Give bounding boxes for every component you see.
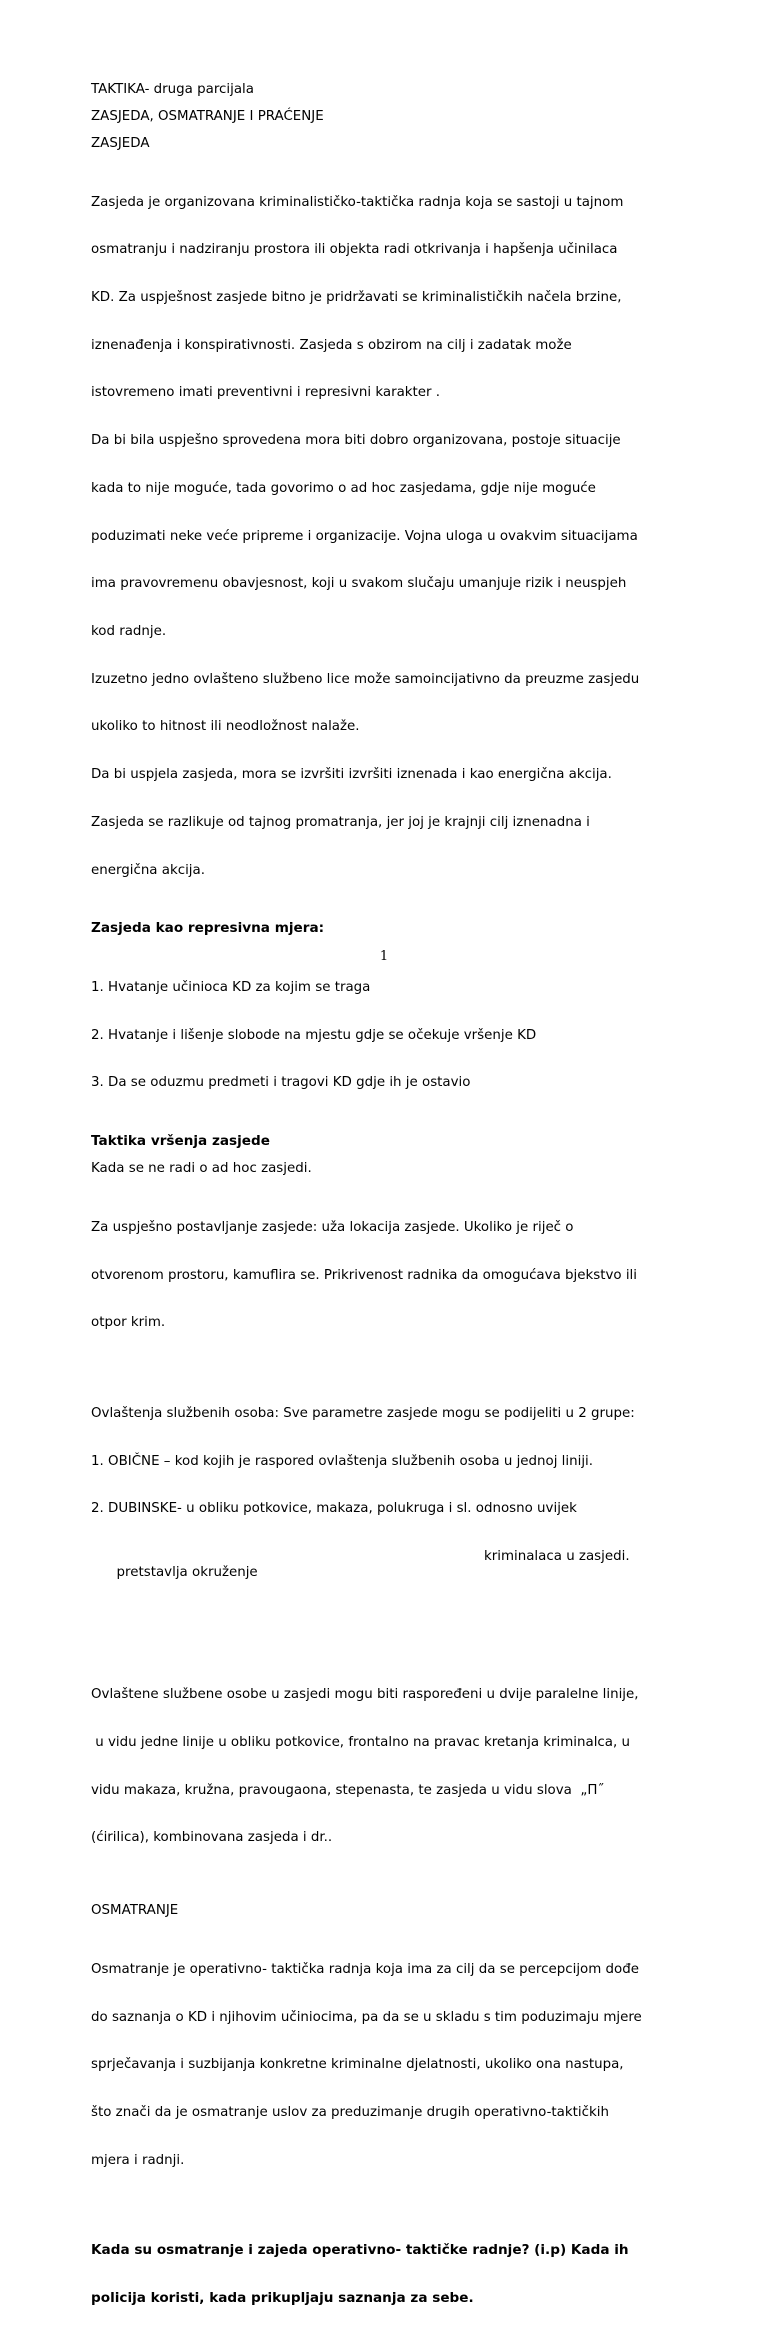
page-number: 1 (379, 949, 389, 964)
section-heading-osmatranje: OSMATRANJE (91, 1903, 179, 1919)
text-line: Izuzetno jedno ovlašteno službeno lice može samoincijativno da preuzme zasjedu (91, 671, 640, 687)
text-line: što znači da je osmatranje uslov za preduzimanje drugih operativno-taktičkih (91, 2104, 609, 2120)
heading-represivna-mjera: Zasjeda kao represivna mjera: (91, 920, 325, 937)
text-line: istovremeno imati preventivni i represivni karakter . (91, 385, 441, 401)
section-heading-zasjeda: ZASJEDA (91, 135, 150, 151)
text-line (91, 1549, 691, 1613)
text-line: Za uspješno postavljanje zasjede: uža lokacija zasjede. Ukoliko je riječ o (91, 1219, 574, 1235)
text-line: otvorenom prostoru, kamuflira se. Prikrivenost radnika da omogućava bjekstvo ili (91, 1267, 638, 1283)
text-line: kod radnje. (91, 624, 167, 639)
text-fragment-left: pretstavlja okruženje (116, 1564, 258, 1580)
question-paragraph (91, 2211, 691, 2338)
text-line: poduzimati neke veće pripreme i organizacije. Vojna uloga u ovakvim situacijama (91, 528, 638, 544)
text-line: mjera i radnji. (91, 2152, 185, 2168)
text-line: Da bi uspjela zasjeda, mora se izvršiti izvršiti iznenada i kao energična akcija. (91, 767, 612, 783)
text-line: Zasjeda je organizovana kriminalističko-taktička radnja koja se sastoji u tajnom (91, 194, 624, 210)
text-line: Osmatranje je operativno- taktička radnja koja ima za cilj da se percepcijom dođe (91, 1961, 639, 1977)
list-item: 3. Da se oduzmu predmeti i tragovi KD gdje ih je ostavio (91, 1075, 471, 1091)
list-item: 2. Hvatanje i lišenje slobode na mjestu gdje se očekuje vršenje KD (91, 1027, 537, 1043)
zasjeda-paragraph (91, 163, 691, 911)
blank-spacer (91, 1889, 691, 1903)
text-line: do saznanja o KD i njihovim učiniocima, pa da se u skladu s tim poduzimaju mjere (91, 2009, 642, 2025)
represivna-list (91, 948, 691, 1123)
heading-taktika-zasjede: Taktika vršenja zasjede (91, 1133, 270, 1150)
osmatranje-paragraph (91, 1930, 691, 2200)
text-line: KD. Za uspješnost zasjede bitno je pridržavati se kriminalističkih načela brzine, (91, 289, 622, 305)
text-line: u vidu jedne linije u obliku potkovice, frontalno na pravac kretanja kriminalca, u (91, 1734, 631, 1750)
text-line: Zasjeda se razlikuje od tajnog promatranja, jer joj je krajnji cilj iznenadna i (91, 814, 590, 830)
text-line: osmatranju i nadziranju prostora ili objekta radi otkrivanja i hapšenja učinilaca (91, 242, 618, 258)
taktika-intro: Kada se ne radi o ad hoc zasjedi. (91, 1161, 312, 1177)
text-line: Da bi bila uspješno sprovedena mora biti dobro organizovana, postoje situacije (91, 433, 621, 449)
text-line: ukoliko to hitnost ili neodložnost nalaže. (91, 719, 360, 735)
document-title: TAKTIKA- druga parcijala (91, 82, 254, 97)
text-line: vidu makaza, kružna, pravougaona, stepenasta, te zasjeda u vidu slova „Π˝ (91, 1782, 605, 1798)
ovlastenja-paragraph (91, 1374, 691, 1644)
text-line: sprječavanja i suzbijanja konkretne kriminalne djelatnosti, ukoliko ona nastupa, (91, 2057, 624, 2073)
text-line: kada to nije moguće, tada govorimo o ad hoc zasjedama, gdje nije moguće (91, 480, 596, 496)
text-line: otpor krim. (91, 1315, 166, 1331)
text-line: energična akcija. (91, 862, 205, 878)
text-line: iznenađenja i konspirativnosti. Zasjeda s obzirom na cilj i zadatak može (91, 337, 572, 353)
text-line: ima pravovremenu obavjesnost, koji u svakom slučaju umanjuje rizik i neuspjeh (91, 576, 627, 592)
text-fragment-right: kriminalaca u zasjedi. (484, 1548, 630, 1564)
text-line: Ovlaštenja službenih osoba: Sve parametre zasjede mogu se podijeliti u 2 grupe: (91, 1405, 635, 1421)
text-line: 2. DUBINSKE- u obliku potkovice, makaza, polukruga i sl. odnosno uvijek (91, 1501, 577, 1517)
document-subtitle: ZASJEDA, OSMATRANJE I PRAĆENJE (91, 108, 324, 124)
text-line: policija koristi, kada prikupljaju saznanja za sebe. (91, 2289, 474, 2306)
text-line: Ovlaštene službene osobe u zasjedi mogu biti raspoređeni u dvije paralelne linije, (91, 1687, 639, 1703)
uspjesno-paragraph (91, 1188, 691, 1363)
text-line: (ćirilica), kombinovana zasjeda i dr.. (91, 1830, 333, 1846)
document-page (91, 82, 691, 2350)
list-item: 1. Hvatanje učinioca KD za kojim se traga (91, 980, 371, 996)
text-line: 1. OBIČNE – kod kojih je raspored ovlaštenja službenih osoba u jednoj liniji. (91, 1453, 594, 1469)
text-line: Kada su osmatranje i zajeda operativno- taktičke radnje? (i.p) Kada ih (91, 2242, 629, 2259)
rasporedeni-paragraph (91, 1655, 691, 1878)
